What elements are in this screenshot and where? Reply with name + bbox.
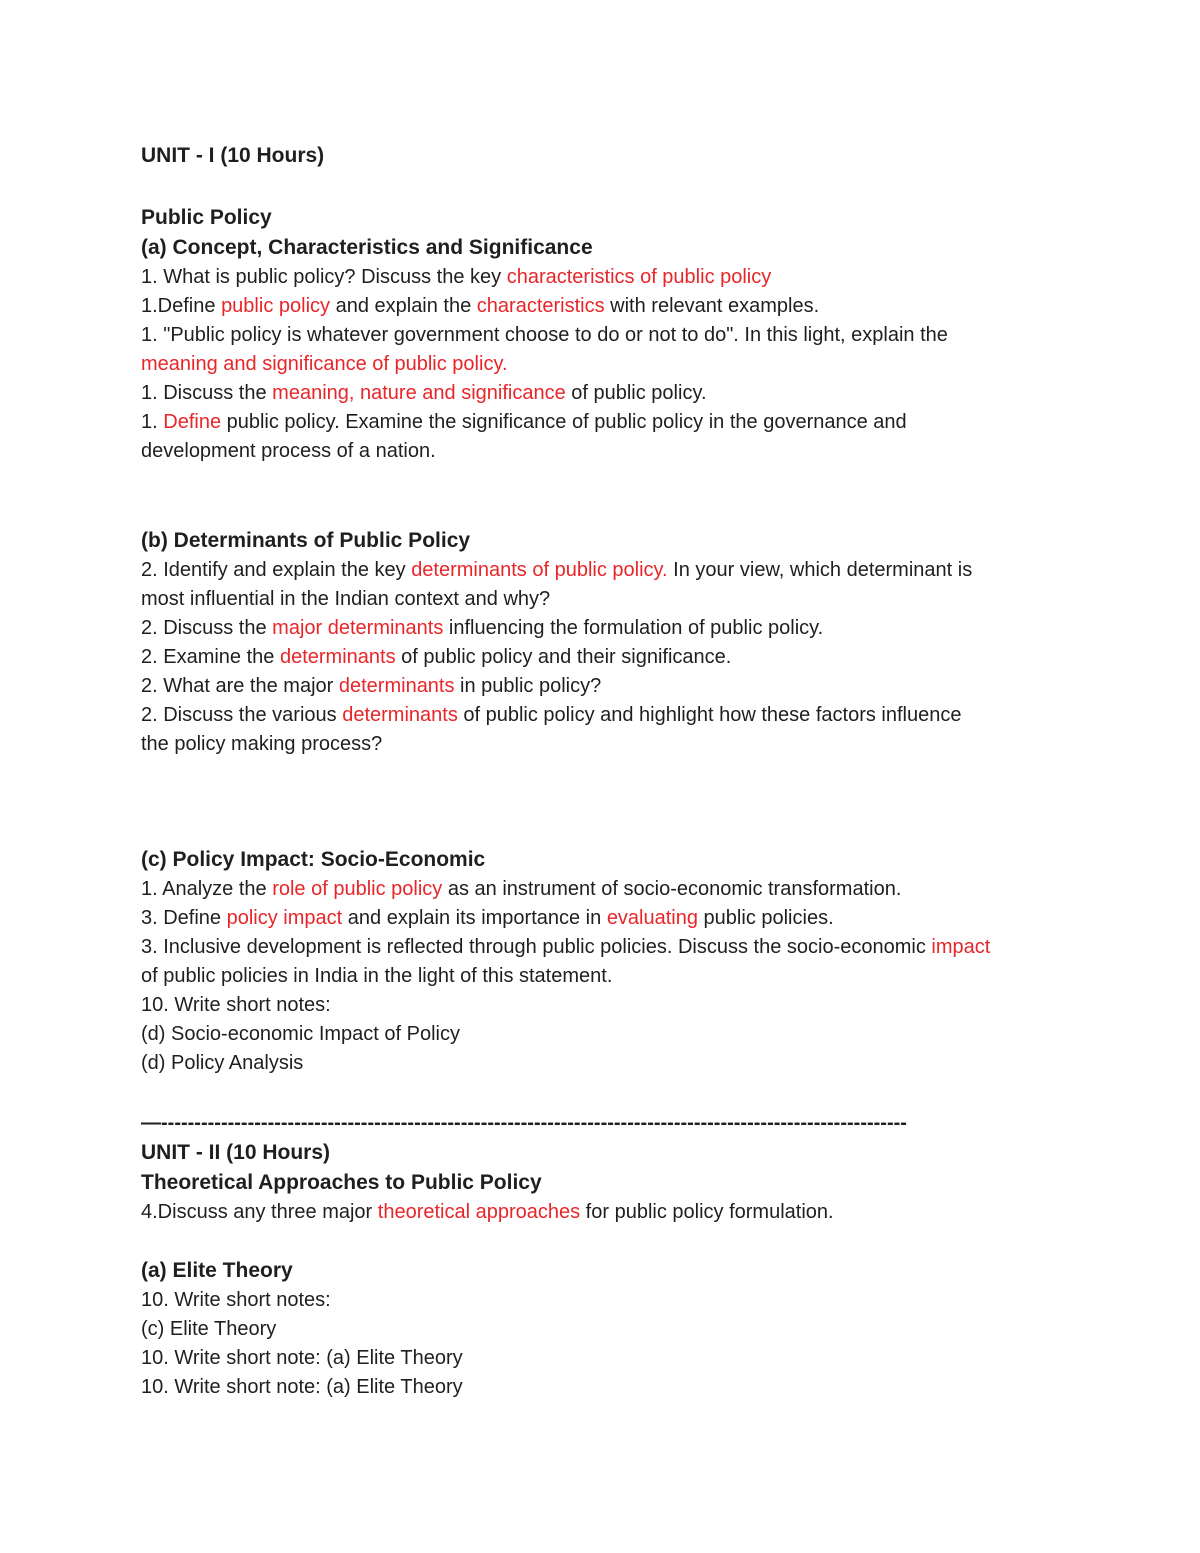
text-run: 1. Analyze the bbox=[141, 878, 273, 900]
text-run: development process of a nation. bbox=[141, 440, 436, 462]
question-line bbox=[141, 701, 1071, 730]
highlighted-text: public policy bbox=[221, 295, 331, 317]
unit-2-title: UNIT - II (10 Hours) bbox=[141, 1141, 331, 1164]
text-run: In your view, which determinant is bbox=[667, 559, 973, 581]
text-run: 3. Inclusive development is reflected through public policies. Discuss the socio-economic bbox=[141, 936, 932, 958]
highlighted-text: determinants of public policy. bbox=[411, 559, 668, 581]
question-line bbox=[141, 730, 1071, 759]
unit-1-section-b-questions bbox=[141, 556, 1071, 759]
question-line bbox=[141, 379, 1071, 408]
unit-1-section-b-heading: (b) Determinants of Public Policy bbox=[141, 529, 471, 552]
text-run: public policy. Examine the significance of public policy in the governance and bbox=[221, 411, 907, 433]
highlighted-text: determinants bbox=[279, 646, 396, 668]
question-line bbox=[141, 292, 1071, 321]
question-line bbox=[141, 962, 1071, 991]
question-line bbox=[141, 1373, 1071, 1402]
question-line bbox=[141, 904, 1071, 933]
text-run: and explain its importance in bbox=[342, 907, 607, 929]
text-run: 2. Identify and explain the key bbox=[141, 559, 412, 581]
highlighted-text: role of public policy bbox=[272, 878, 443, 900]
question-line bbox=[141, 1344, 1071, 1373]
highlighted-text: impact bbox=[931, 936, 991, 958]
text-run: of public policy. bbox=[565, 382, 707, 404]
text-run: most influential in the Indian context and why? bbox=[141, 588, 551, 610]
question-line bbox=[141, 585, 1071, 614]
unit-1-section-c-questions bbox=[141, 875, 1071, 1078]
question-line bbox=[141, 556, 1071, 585]
text-run: of public policy and their significance. bbox=[395, 646, 732, 668]
text-run: with relevant examples. bbox=[604, 295, 820, 317]
text-run: and explain the bbox=[330, 295, 477, 317]
text-run: (d) Policy Analysis bbox=[141, 1052, 304, 1074]
text-run: 1. What is public policy? Discuss the key bbox=[141, 266, 507, 288]
highlighted-text: characteristics of public policy bbox=[506, 266, 772, 288]
highlighted-text: determinants bbox=[342, 704, 458, 726]
question-line bbox=[141, 1198, 1071, 1227]
text-run: 1. "Public policy is whatever government choose to do or not to do". In this light, explain the bbox=[141, 324, 948, 346]
question-line bbox=[141, 1286, 1071, 1315]
question-line bbox=[141, 643, 1071, 672]
text-run: 4.Discuss any three major bbox=[141, 1201, 378, 1223]
unit-2-section-a-heading: (a) Elite Theory bbox=[141, 1259, 293, 1282]
text-run: public policies. bbox=[698, 907, 834, 929]
text-run: of public policy and highlight how these factors influence bbox=[457, 704, 962, 726]
question-line bbox=[141, 321, 1071, 350]
text-run: in public policy? bbox=[454, 675, 602, 697]
text-run: 10. Write short notes: bbox=[141, 1289, 331, 1311]
text-run: 2. Examine the bbox=[141, 646, 280, 668]
highlighted-text: meaning, nature and significance bbox=[272, 382, 566, 404]
text-run: as an instrument of socio-economic transformation. bbox=[442, 878, 902, 900]
question-line bbox=[141, 933, 1071, 962]
unit-2-subject: Theoretical Approaches to Public Policy bbox=[141, 1171, 542, 1194]
highlighted-text: meaning and significance of public policy. bbox=[141, 353, 508, 375]
highlighted-text: Define bbox=[163, 411, 222, 433]
text-run: the policy making process? bbox=[141, 733, 383, 755]
question-line bbox=[141, 1049, 1071, 1078]
question-line bbox=[141, 408, 1071, 437]
question-line bbox=[141, 1315, 1071, 1344]
text-run: (d) Socio-economic Impact of Policy bbox=[141, 1023, 461, 1045]
section-divider: —---------------------------------------------------------------------------------------------------------------- bbox=[141, 1112, 907, 1134]
question-line bbox=[141, 875, 1071, 904]
unit-1-title: UNIT - I (10 Hours) bbox=[141, 144, 325, 167]
question-line bbox=[141, 437, 1071, 466]
unit-2-section-a-questions bbox=[141, 1286, 1071, 1402]
text-run: 10. Write short note: (a) Elite Theory bbox=[141, 1347, 463, 1369]
unit-2-intro-questions bbox=[141, 1198, 1071, 1227]
highlighted-text: determinants bbox=[338, 675, 455, 697]
highlighted-text: policy impact bbox=[226, 907, 343, 929]
question-line bbox=[141, 350, 1071, 379]
question-line bbox=[141, 263, 1071, 292]
highlighted-text: characteristics bbox=[476, 295, 605, 317]
unit-1-section-c-heading: (c) Policy Impact: Socio-Economic bbox=[141, 848, 486, 871]
unit-1-section-a-heading: (a) Concept, Characteristics and Significance bbox=[141, 236, 593, 259]
question-line bbox=[141, 991, 1071, 1020]
text-run: influencing the formulation of public policy. bbox=[443, 617, 824, 639]
text-run: of public policies in India in the light of this statement. bbox=[141, 965, 613, 987]
text-run: (c) Elite Theory bbox=[141, 1318, 277, 1340]
text-run: 3. Define bbox=[141, 907, 227, 929]
text-run: 10. Write short note: (a) Elite Theory bbox=[141, 1376, 463, 1398]
highlighted-text: theoretical approaches bbox=[377, 1201, 581, 1223]
text-run: 2. Discuss the bbox=[141, 617, 273, 639]
highlighted-text: major determinants bbox=[272, 617, 444, 639]
text-run: 1.Define bbox=[141, 295, 222, 317]
text-run: 2. Discuss the various bbox=[141, 704, 343, 726]
unit-1-subject: Public Policy bbox=[141, 206, 272, 229]
unit-1-section-a-questions bbox=[141, 263, 1071, 466]
text-run: 1. bbox=[141, 411, 164, 433]
text-run: 1. Discuss the bbox=[141, 382, 273, 404]
text-run: 10. Write short notes: bbox=[141, 994, 331, 1016]
text-run: for public policy formulation. bbox=[580, 1201, 834, 1223]
document-page bbox=[141, 141, 1071, 1402]
question-line bbox=[141, 672, 1071, 701]
highlighted-text: evaluating bbox=[606, 907, 698, 929]
text-run: 2. What are the major bbox=[141, 675, 339, 697]
question-line bbox=[141, 1020, 1071, 1049]
question-line bbox=[141, 614, 1071, 643]
